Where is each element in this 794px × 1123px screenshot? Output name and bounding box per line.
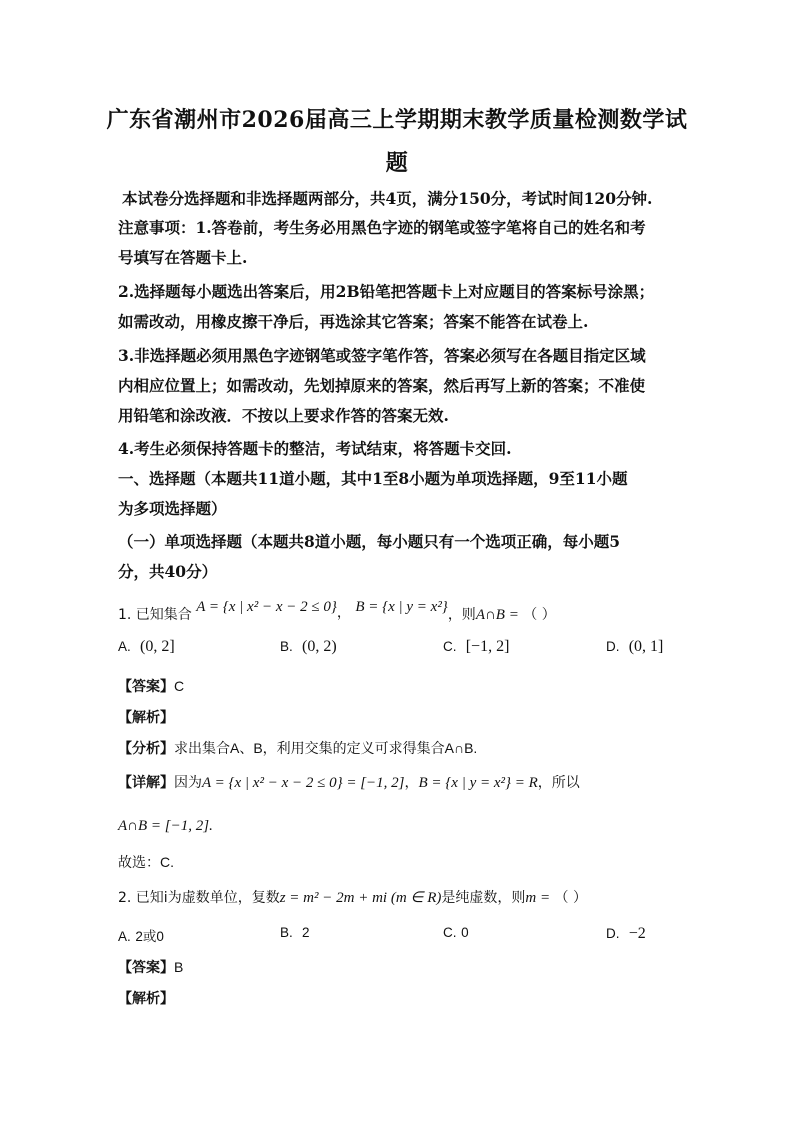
- section1-heading-a: 一、选择题（本题共11道小题，其中1至8小题为单项选择题，9至11小题: [118, 469, 628, 488]
- exam-title-line1: 广东省潮州市2026届高三上学期期末教学质量检测数学试: [106, 107, 688, 133]
- q1-answer: 【答案】C: [118, 678, 185, 694]
- q2-expr: z = m² − 2m + mi (m ∈ R): [279, 890, 442, 906]
- q1-result: A∩B = [−1, 2].: [118, 818, 213, 834]
- q1-fenxi: 【分析】求出集合A、B，利用交集的定义可求得集合A∩B.: [118, 740, 478, 756]
- q1-option-c: C. [−1, 2]: [443, 638, 510, 655]
- q1-blank: （ ）: [523, 607, 556, 623]
- q2-option-b: B. 2: [280, 925, 310, 940]
- notice-1a: 注意事项：1.答卷前，考生务必用黑色字迹的钢笔或签字笔将自己的姓名和考: [118, 218, 646, 237]
- q1-stem: 1. 已知集合 A = {x | x² − x − 2 ≤ 0}， B = {x | y = x²}，则A∩B = （ ）: [118, 599, 556, 623]
- section1-heading-b: 为多项选择题）: [118, 499, 227, 518]
- q2-analysis-tag: 【解析】: [118, 990, 174, 1006]
- q1-conclusion: 故选：C.: [118, 854, 174, 870]
- q1-prefix: 1. 已知集合: [118, 607, 192, 623]
- notice-3a: 3.非选择题必须用黑色字迹钢笔或签字笔作答，答案必须写在各题目指定区域: [118, 346, 646, 365]
- notice-3b: 内相应位置上；如需改动，先划掉原来的答案，然后再写上新的答案；不准使: [118, 376, 646, 395]
- notice-1b: 号填写在答题卡上.: [118, 248, 248, 267]
- notice-3c: 用铅笔和涂改液．不按以上要求作答的答案无效.: [118, 406, 449, 425]
- q2-stem: 2. 已知i为虚数单位，复数z = m² − 2m + mi (m ∈ R)是纯虚数，则m = （ ）: [118, 890, 587, 906]
- notice-4: 4.考生必须保持答题卡的整洁，考试结束，将答题卡交回.: [118, 439, 512, 458]
- exam-title-line2: 题: [385, 150, 409, 176]
- q2-option-c: C. 0: [443, 925, 469, 940]
- q2-answer: 【答案】B: [118, 959, 184, 975]
- q1-set-b: B = {x | y = x²}: [355, 599, 448, 615]
- notice-2a: 2.选择题每小题选出答案后，用2B铅笔把答题卡上对应题目的答案标号涂黑；: [118, 282, 655, 301]
- q1-ask-expr: A∩B =: [475, 607, 519, 623]
- section1-sub-b: 分，共40分）: [118, 562, 218, 581]
- q1-set-a: A = {x | x² − x − 2 ≤ 0}: [196, 599, 337, 615]
- q1-option-d: D. (0, 1]: [606, 638, 664, 655]
- q1-xiangjie: 【详解】因为A = {x | x² − x − 2 ≤ 0} = [−1, 2]，B = {x | y = x²} = R，所以: [118, 774, 580, 791]
- q1-analysis-tag: 【解析】: [118, 709, 174, 725]
- instructions-intro: 本试卷分选择题和非选择题两部分，共4页，满分150分，考试时间120分钟.: [122, 189, 653, 208]
- q2-option-a: A. 2或0: [118, 929, 164, 944]
- q1-ask: ，则: [447, 607, 476, 623]
- q2-option-d: D. −2: [606, 925, 646, 942]
- notice-2b: 如需改动，用橡皮擦干净后，再选涂其它答案；答案不能答在试卷上.: [118, 312, 589, 331]
- section1-sub-a: （一）单项选择题（本题共8道小题，每小题只有一个选项正确，每小题5: [118, 532, 621, 551]
- q1-option-a: A. (0, 2]: [118, 638, 175, 655]
- q1-option-b: B. (0, 2): [280, 638, 337, 655]
